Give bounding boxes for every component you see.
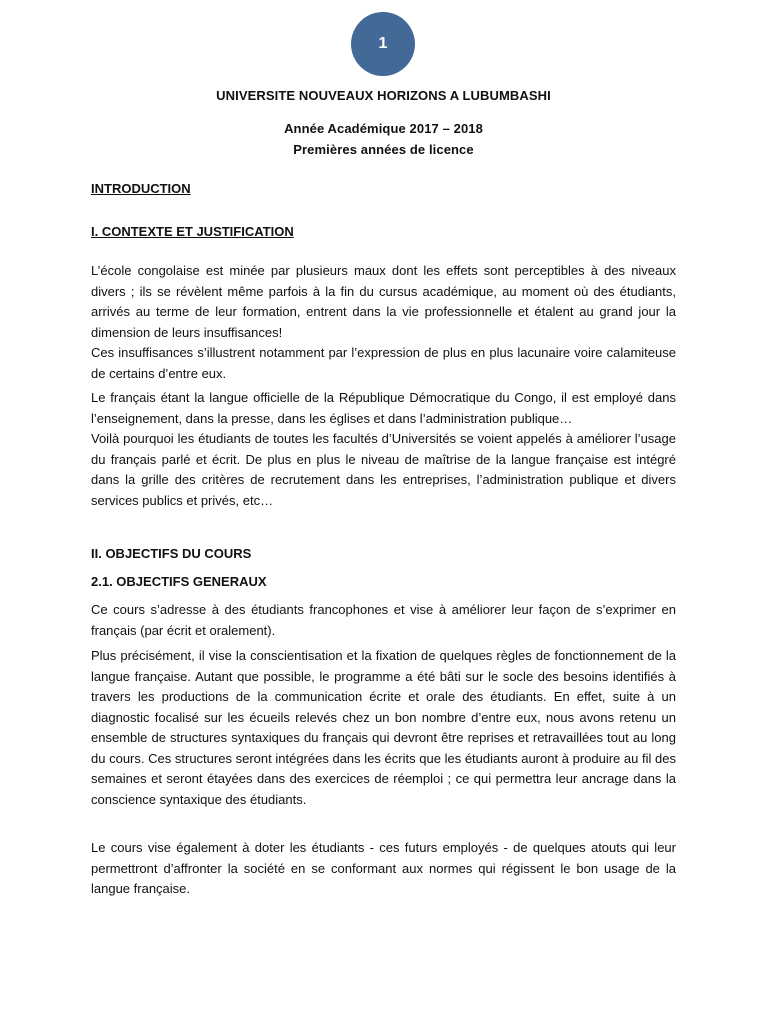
context-paragraph-group-1 [91, 261, 676, 384]
objectives-paragraph-2: Plus précisément, il vise la conscientisation et la fixation de quelques règles de fonctionnement de la langue française. Autant que possible, le programme a été bâti sur le socle des besoins identifiés à travers les productions de la communication écrite et orale des étudiants. En effet, suite à un diagnostic focalisé sur les écueils relevés chez un bon nombre d’entre eux, nous avons retenu un ensemble de structures syntaxiques du français qui devront être reprises et retravaillées tout au long du cours. Ces structures seront intégrées dans les écrits que les étudiants auront à produire au fil des semaines et seront étayées dans des exercices de réemploi ; ce qui permettra leur ancrage dans la conscience syntaxique des étudiants. [91, 648, 676, 807]
objectives-paragraph-3: Le cours vise également à doter les étudiants - ces futurs employés - de quelques atouts qui leur permettront d’affronter la société en se conformant aux normes qui régissent le bon usage de la langue française. [91, 840, 676, 896]
page-number-badge: 1 [351, 12, 415, 76]
context-paragraph-1: L’école congolaise est minée par plusieurs maux dont les effets sont perceptibles à des niveaux divers ; ils se révèlent même parfois à la fin du cursus académique, au moment où des étudiants, arrivés au terme de leur formation, entrent dans la vie professionnelle et étalent au grand jour la dimension de leurs insuffisances! [91, 263, 676, 340]
objectives-paragraph-1: Ce cours s’adresse à des étudiants francophones et vise à améliorer leur façon de s’exprimer en français (par écrit et oralement). [91, 602, 676, 638]
context-paragraph-group-2 [91, 388, 676, 511]
academic-year: Année Académique 2017 – 2018 [284, 121, 483, 136]
objectives-heading: II. OBJECTIFS DU COURS [91, 546, 252, 561]
context-paragraph-2: Ces insuffisances s’illustrent notamment par l’expression de plus en plus lacunaire voire calamiteuse de certains d’entre eux. [91, 345, 676, 381]
context-paragraph-4: Voilà pourquoi les étudiants de toutes les facultés d’Universités se voient appelés à améliorer l’usage du français parlé et écrit. De plus en plus le niveau de maîtrise de la langue française est intégré dans la grille des critères de recrutement dans les entreprises, l’administration publique et divers services publics et privés, etc… [91, 431, 676, 508]
context-paragraph-3: Le français étant la langue officielle de la République Démocratique du Congo, il est employé dans l’enseignement, dans la presse, dans les églises et dans l’administration publique… [91, 390, 676, 426]
level-title: Premières années de licence [293, 142, 474, 157]
introduction-heading: INTRODUCTION [91, 181, 191, 196]
context-heading: I. CONTEXTE ET JUSTIFICATION [91, 224, 294, 239]
university-title: UNIVERSITE NOUVEAUX HORIZONS A LUBUMBASHI [216, 88, 551, 103]
general-objectives-heading: 2.1. OBJECTIFS GENERAUX [91, 574, 267, 589]
